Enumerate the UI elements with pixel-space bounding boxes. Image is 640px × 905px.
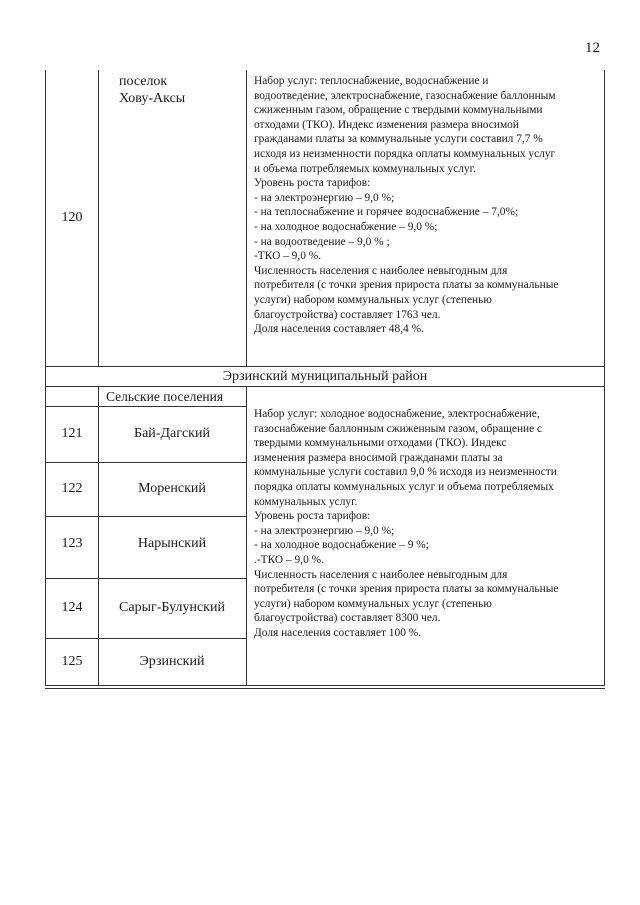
services-description-121-125: Набор услуг: холодное водоснабжение, электроснабжение, газоснабжение баллонным сжиженным газом, обращение с твердыми коммунальными отходами (ТКО). Индекс изменения размера вносимой гражданами платы за коммунальные услуги составил 9,0 % исходя из неизменности порядка оплаты коммунальных услуг и объема потребляемых коммунальных услуг. Уровень роста тарифов: - на электроэнергию – 9,0 %; - на холодное водоснабжение – 9 %; .-ТКО – 9,0 %. Численность населения с наиболее невыгодным для потребителя (с точки зрения прироста платы за коммунальные услуги) набором коммунальных услуг (степенью благоустройства) составляет 8300 чел. Доля населения составляет 100 %. — [254, 408, 559, 639]
table-bottom-double-rule — [45, 688, 605, 689]
settlement-name-narynsky: Нарынский — [137, 536, 207, 551]
row-number-121: 121 — [61, 426, 83, 441]
settlement-name-saryg-bulun: Сарыг-Булунский — [119, 600, 225, 615]
rural-settlements-heading: Сельские поселения — [106, 389, 224, 404]
district-heading: Эрзинский муниципальный район — [222, 369, 428, 384]
row-number-124: 124 — [61, 600, 83, 615]
settlement-name-erzinsky: Эрзинский — [139, 654, 205, 669]
settlement-name-bai-dag: Бай-Дагский — [134, 426, 210, 441]
settlement-name-khovu-aksy: поселок Хову-Аксы — [119, 74, 186, 106]
row-number-122: 122 — [61, 481, 83, 496]
row-number-125: 125 — [61, 654, 83, 669]
row-number-120: 120 — [61, 210, 83, 225]
row-number-123: 123 — [61, 536, 83, 551]
page-number: 12 — [585, 40, 600, 56]
settlement-name-morensky: Моренский — [138, 481, 206, 496]
tariff-table — [45, 70, 605, 686]
services-description-120: Набор услуг: теплоснабжение, водоснабжение и водоотведение, электроснабжение, газоснабжение баллонным сжиженным газом, обращение с твердыми коммунальными отходами (ТКО). Индекс изменения размера вносимой гражданами платы за коммунальные услуги составил 7,7 % исходя из неизменности порядка оплаты коммунальных услуг и объема потребляемых коммунальных услуг. Уровень роста тарифов: - на электроэнергию – 9,0 %; - на теплоснабжение и горячее водоснабжение – 7,0%; - на холодное водоснабжение – 9,0 %; - на водоотведение – 9,0 % ; -ТКО – 9,0 %. Численность населения с наиболее невыгодным для потребителя (с точки зрения прироста платы за коммунальные услуги) набором коммунальных услуг (степенью благоустройства) составляет 1763 чел. Доля населения составляет 48,4 %. — [254, 75, 559, 336]
